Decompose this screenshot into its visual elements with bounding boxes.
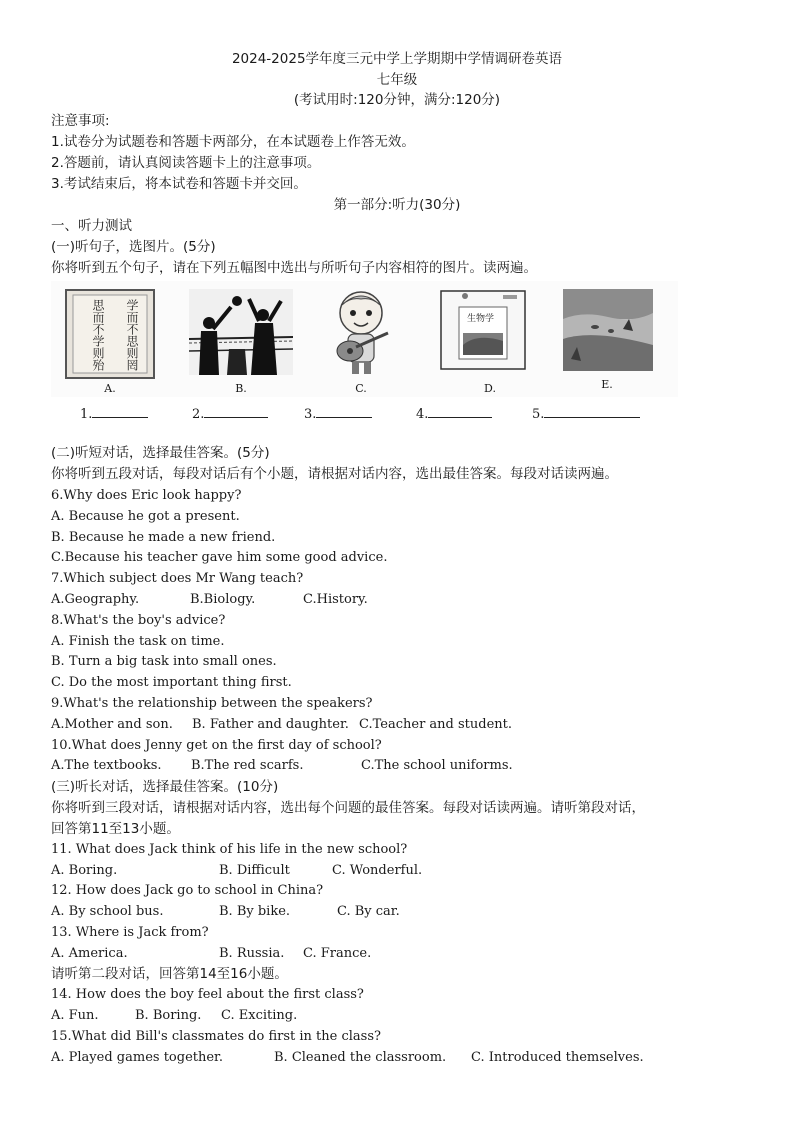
blank-line	[204, 403, 268, 418]
question-text: 9.What's the relationship between the speakers?	[51, 696, 373, 711]
answer-option[interactable]: B. Turn a big task into small ones.	[51, 654, 277, 669]
picture-c-boy-guitar	[326, 289, 396, 377]
part-title: 第一部分:听力(30分)	[333, 197, 461, 213]
answer-option[interactable]: B. Because he made a new friend.	[51, 530, 276, 545]
answer-option[interactable]: A.The textbooks.	[51, 758, 162, 773]
question-text: 13. Where is Jack from?	[51, 925, 209, 940]
answer-blank-1[interactable]	[80, 403, 148, 424]
picture-label-d: D.	[484, 382, 496, 395]
answer-blank-4[interactable]	[416, 403, 492, 424]
exam-title: 2024-2025学年度三元中学上学期期中学情调研卷英语	[231, 51, 563, 67]
notice-item: 3.考试结束后，将本试卷和答题卡并交回。	[51, 176, 307, 192]
answer-option[interactable]: C.Teacher and student.	[359, 717, 513, 732]
answer-option[interactable]: A.Geography.	[51, 592, 140, 607]
answer-option[interactable]: B. By bike.	[219, 904, 291, 919]
answer-option[interactable]: B. Father and daughter.	[192, 717, 349, 732]
blank-number: 1.	[80, 407, 93, 422]
picture-b-volleyball	[189, 289, 293, 375]
section-title: 一、听力测试	[51, 218, 132, 234]
picture-e-grassland	[563, 289, 653, 371]
question-text: 10.What does Jenny get on the first day of school?	[51, 738, 382, 753]
calligraphy-text-left: 思而不学则殆	[91, 299, 105, 371]
time-info: (考试用时:120分钟，满分:120分)	[293, 92, 501, 108]
answer-option[interactable]: C. Wonderful.	[332, 863, 423, 878]
answer-option[interactable]: A. By school bus.	[51, 904, 164, 919]
question-text: 6.Why does Eric look happy?	[51, 488, 242, 503]
answer-option[interactable]: C. Introduced themselves.	[471, 1050, 644, 1065]
blank-line	[544, 403, 640, 418]
grade-label: 七年级	[376, 72, 418, 88]
question-text: 11. What does Jack think of his life in the new school?	[51, 842, 408, 857]
answer-option[interactable]: C.The school uniforms.	[361, 758, 513, 773]
picture-label-c: C.	[355, 382, 367, 395]
blank-line	[92, 403, 148, 418]
question-text: 8.What's the boy's advice?	[51, 613, 226, 628]
answer-option[interactable]: B.The red scarfs.	[191, 758, 304, 773]
picture-a-calligraphy	[65, 289, 155, 379]
answer-option[interactable]: B. Russia.	[219, 946, 285, 961]
question-text: 14. How does the boy feel about the first class?	[51, 987, 364, 1002]
notice-heading: 注意事项:	[51, 113, 110, 129]
answer-option[interactable]: C. By car.	[337, 904, 400, 919]
blank-number: 5.	[532, 407, 545, 422]
sub-instruction: 回答第11至13小题。	[51, 821, 180, 837]
blank-number: 3.	[304, 407, 317, 422]
answer-option[interactable]: B. Difficult	[219, 863, 290, 878]
picture-d-biology-book	[437, 289, 529, 373]
question-text: 7.Which subject does Mr Wang teach?	[51, 571, 304, 586]
answer-option[interactable]: A. Played games together.	[51, 1050, 223, 1065]
answer-option[interactable]: C. Do the most important thing first.	[51, 675, 292, 690]
answer-option[interactable]: C. Exciting.	[221, 1008, 298, 1023]
answer-blank-5[interactable]	[532, 403, 640, 424]
picture-strip	[51, 281, 678, 397]
answer-option[interactable]: B. Cleaned the classroom.	[274, 1050, 447, 1065]
sub-instruction: 你将听到三段对话，请根据对话内容，选出每个问题的最佳答案。每段对话读两遍。请听第段对话，	[51, 800, 645, 816]
notice-item: 2.答题前，请认真阅读答题卡上的注意事项。	[51, 155, 321, 171]
answer-blank-3[interactable]	[304, 403, 372, 424]
answer-option[interactable]: C. France.	[303, 946, 372, 961]
question-text: 12. How does Jack go to school in China?	[51, 883, 324, 898]
answer-option[interactable]: B.Biology.	[190, 592, 256, 607]
answer-option[interactable]: A. Because he got a present.	[51, 509, 240, 524]
sub-instruction: 你将听到五段对话，每段对话后有个小题，请根据对话内容，选出最佳答案。每段对话读两遍。	[51, 466, 618, 482]
answer-option[interactable]: C.History.	[303, 592, 368, 607]
answer-option[interactable]: A. Fun.	[51, 1008, 99, 1023]
answer-option[interactable]: C.Because his teacher gave him some good advice.	[51, 550, 388, 565]
sub-heading: (二)听短对话，选择最佳答案。(5分)	[51, 445, 270, 461]
picture-label-e: E.	[601, 378, 613, 391]
answer-option[interactable]: B. Boring.	[135, 1008, 202, 1023]
sub-heading: (三)听长对话，选择最佳答案。(10分)	[51, 779, 279, 795]
biology-book-title: 生物学	[467, 314, 495, 324]
sub-heading: (一)听句子，选图片。(5分)	[51, 239, 216, 255]
question-text: 15.What did Bill's classmates do first in the class?	[51, 1029, 381, 1044]
answer-option[interactable]: A.Mother and son.	[51, 717, 173, 732]
picture-label-a: A.	[104, 382, 116, 395]
answer-blank-2[interactable]	[192, 403, 268, 424]
sub-instruction: 你将听到五个句子，请在下列五幅图中选出与所听句子内容相符的图片。读两遍。	[51, 260, 537, 276]
blank-line	[316, 403, 372, 418]
answer-option[interactable]: A. Boring.	[51, 863, 118, 878]
blank-number: 2.	[192, 407, 205, 422]
picture-label-b: B.	[235, 382, 247, 395]
sub-instruction: 请听第二段对话，回答第14至16小题。	[51, 966, 288, 982]
answer-option[interactable]: A. Finish the task on time.	[51, 634, 225, 649]
blank-line	[428, 403, 492, 418]
notice-item: 1.试卷分为试题卷和答题卡两部分，在本试题卷上作答无效。	[51, 134, 415, 150]
calligraphy-text-right: 学而不思则罔	[125, 299, 139, 371]
answer-option[interactable]: A. America.	[51, 946, 128, 961]
blank-number: 4.	[416, 407, 429, 422]
